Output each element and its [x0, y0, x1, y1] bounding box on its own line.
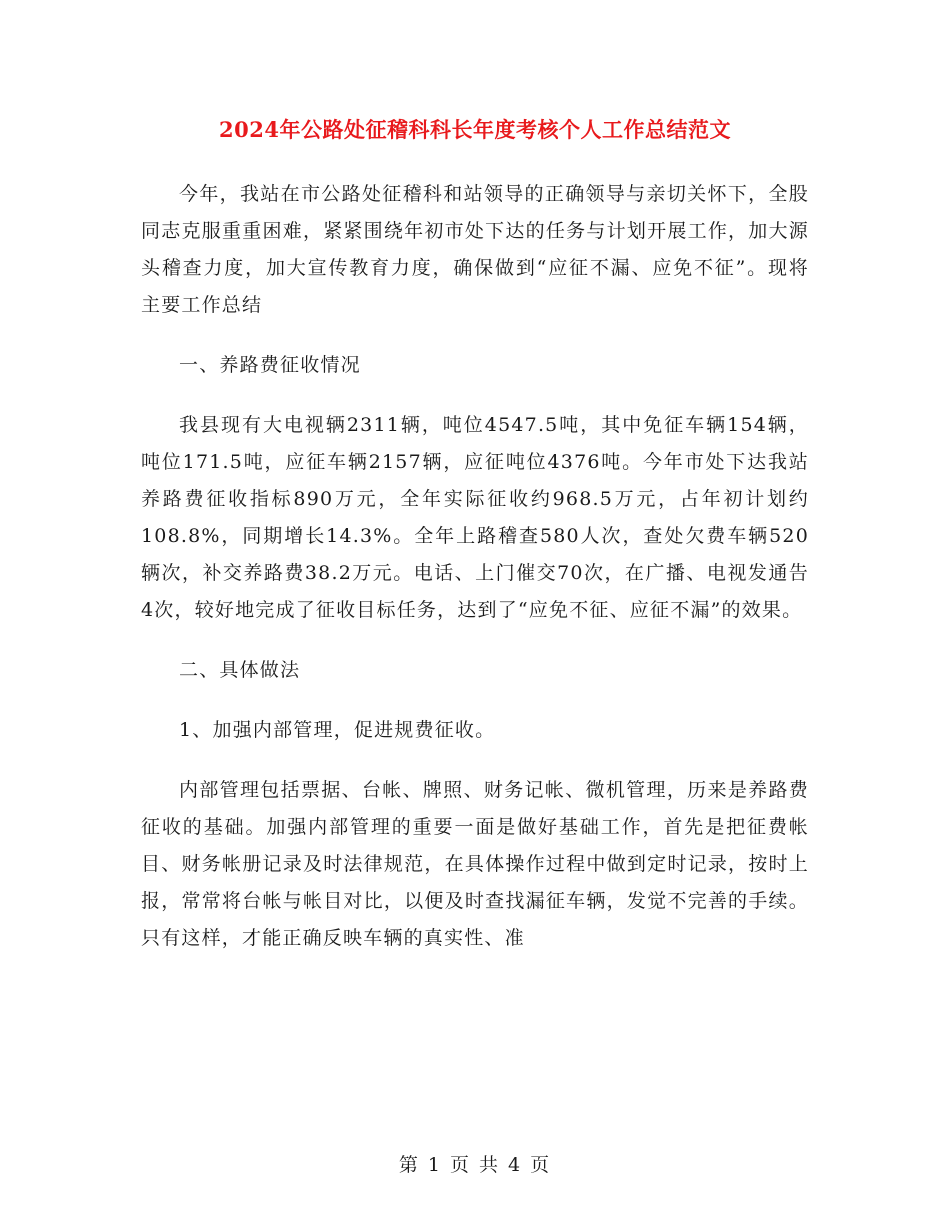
section-heading-methods: 二、具体做法 [179, 659, 301, 681]
document-title: 2024年公路处征稽科科长年度考核个人工作总结范文 [219, 117, 731, 142]
page-footer: 第 1 页 共 4 页 [398, 1154, 552, 1176]
subsection-heading-internal-management: 1、加强内部管理，促进规费征收。 [179, 719, 496, 741]
collection-details-paragraph: 我县现有大电视辆2311辆，吨位4547.5吨，其中免征车辆154辆，吨位171.5吨，应征车辆2157辆，应征吨位4376吨。今年市处下达我站养路费征收指标890万元，全年实际征收约968.5万元，占年初计划约108.8%，同期增长14.3%。全年上路稽查580人次，查处欠费车辆520辆次，补交养路费38.2万元。电话、上门催交70次，在广播、电视发通告4次，较好地完成了征收目标任务，达到了“应免不征、应征不漏”的效果。 [141, 414, 809, 621]
section-heading-collection: 一、养路费征收情况 [179, 354, 361, 376]
intro-paragraph: 今年，我站在市公路处征稽科和站领导的正确领导与亲切关怀下，全股同志克服重重困难，紧紧围绕年初市处下达的任务与计划开展工作，加大源头稽查力度，加大宣传教育力度，确保做到“应征不漏、应免不征”。现将主要工作总结 [141, 183, 809, 316]
document-body [141, 176, 809, 957]
internal-management-paragraph: 内部管理包括票据、台帐、牌照、财务记帐、微机管理，历来是养路费征收的基础。加强内部管理的重要一面是做好基础工作，首先是把征费帐目、财务帐册记录及时法律规范，在具体操作过程中做到定时记录，按时上报，常常将台帐与帐目对比，以便及时查找漏征车辆，发觉不完善的手续。只有这样，才能正确反映车辆的真实性、准 [141, 779, 809, 949]
